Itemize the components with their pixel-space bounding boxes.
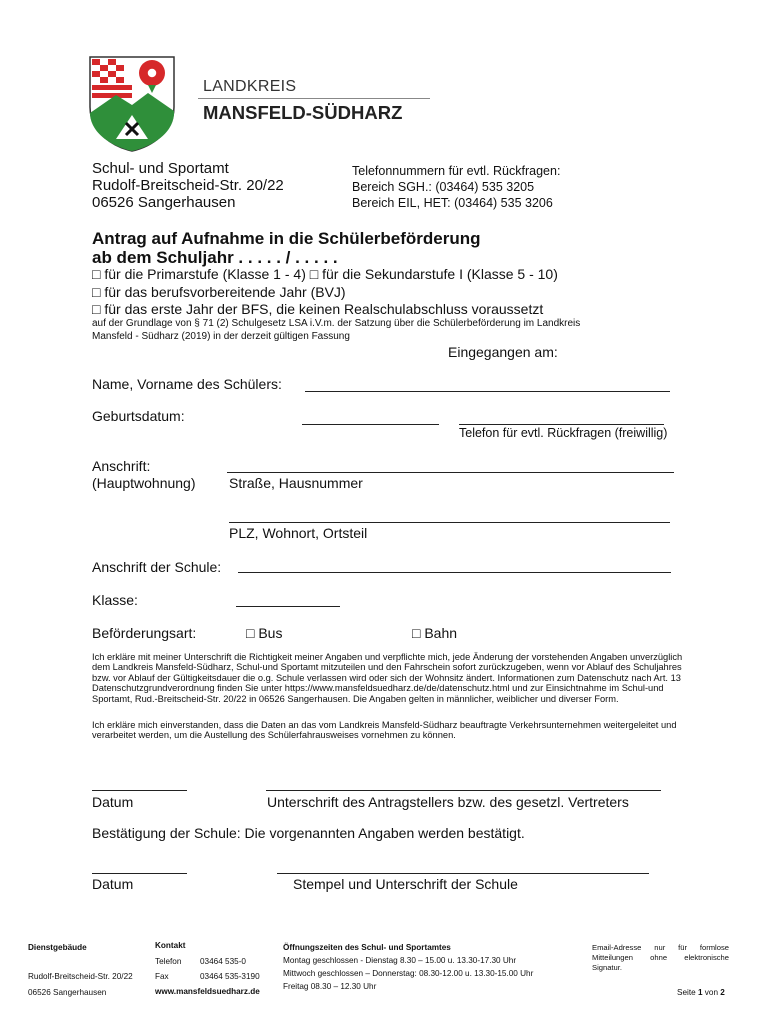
footer-phone-label: Telefon [155, 957, 182, 966]
page-total: 2 [720, 988, 725, 997]
school-address-label: Anschrift der Schule: [92, 559, 222, 575]
landkreis-label: LANDKREIS [203, 78, 297, 95]
plz-field[interactable] [229, 522, 670, 523]
class-field[interactable] [236, 606, 340, 607]
page-current: 1 [697, 988, 703, 997]
class-label: Klasse: [92, 592, 138, 608]
office-city: 06526 Sangerhausen [92, 194, 236, 211]
page-number [677, 988, 725, 997]
footer-hours-2: Mittwoch geschlossen – Donnerstag: 08.30-12.00 u. 13.30-15.00 Uhr [283, 969, 534, 978]
address-sublabel: (Hauptwohnung) [92, 475, 196, 491]
transport-bus-checkbox[interactable]: □ Bus [246, 625, 283, 641]
phone-sgh: Bereich SGH.: (03464) 535 3205 [352, 180, 535, 194]
street-field[interactable] [227, 472, 674, 473]
option-bfs[interactable]: □ für das erste Jahr der BFS, die keinen Realschulabschluss voraussetzt [92, 301, 544, 317]
applicant-signature-caption: Unterschrift des Antragstellers bzw. des gesetzl. Vertreters [267, 794, 629, 810]
student-name-field[interactable] [305, 391, 670, 392]
footer-hours-3: Freitag 08.30 – 12.30 Uhr [283, 982, 377, 991]
footer-hours-title: Öffnungszeiten des Schul- und Sportamtes [283, 943, 451, 952]
street-caption: Straße, Hausnummer [229, 475, 363, 491]
school-year-line: ab dem Schuljahr . . . . . / . . . . . [92, 248, 338, 267]
date-field-1[interactable] [92, 790, 187, 791]
footer-building-city: 06526 Sangerhausen [28, 988, 107, 997]
school-confirmation: Bestätigung der Schule: Die vorgenannten Angaben werden bestätigt. [92, 825, 525, 841]
footer-fax-value: 03464 535-3190 [200, 972, 260, 981]
phone-field[interactable] [459, 424, 664, 425]
birthdate-field[interactable] [302, 424, 439, 425]
declaration-paragraph-2: Ich erkläre mich einverstanden, dass die Daten an das vom Landkreis Mansfeld-Südharz beauftragte Verkehrsunternehmen weitergeleitet und verarbeitet werden, um die Austellung des Schülerfahrausweises vornehmen zu können. [92, 720, 677, 741]
footer-contact-title: Kontakt [155, 941, 186, 950]
footer-website-link[interactable]: www.mansfeldsuedharz.de [155, 987, 260, 996]
transport-label: Beförderungsart: [92, 625, 197, 641]
office-street: Rudolf-Breitscheid-Str. 20/22 [92, 177, 284, 194]
form-title: Antrag auf Aufnahme in die Schülerbeförderung [92, 229, 481, 248]
footer-email-note: Email-Adresse nur für formlose Mitteilungen ohne elektronische Signatur. [592, 943, 729, 972]
option-primary-secondary[interactable]: □ für die Primarstufe (Klasse 1 - 4) □ für die Sekundarstufe I (Klasse 5 - 10) [92, 266, 558, 282]
page-prefix: Seite [677, 988, 696, 997]
footer-building-street: Rudolf-Breitscheid-Str. 20/22 [28, 972, 133, 981]
applicant-signature-field[interactable] [266, 790, 661, 791]
office-name: Schul- und Sportamt [92, 160, 229, 177]
legal-basis-line2: Mansfeld - Südharz (2019) in der derzeit gültigen Fassung [92, 331, 350, 342]
received-label: Eingegangen am: [448, 344, 558, 360]
date-caption-2: Datum [92, 876, 134, 892]
footer-building-title: Dienstgebäude [28, 943, 87, 952]
school-address-field[interactable] [238, 572, 671, 573]
phone-eil: Bereich EIL, HET: (03464) 535 3206 [352, 196, 553, 210]
footer-hours-1: Montag geschlossen - Dienstag 8.30 – 15.00 u. 13.30-17.30 Uhr [283, 956, 517, 965]
declaration-paragraph-1: Ich erkläre mit meiner Unterschrift die Richtigkeit meiner Angaben und verpflichte mich, jede Änderung der vorstehenden Angaben unverzüglich dem Landkreis Mansfeld-Südharz, Schul-und Sportamt mitzuteilen und den Fahrschein sofort zurückzugeben, wenn vor Ablauf des Schuljahres bzw. vor Ablauf der Gültigkeitsdauer die o.g. Schule verlassen wird oder sich der Wohnsitz ändert. Informationen zum Datenschutz nach Art. 13 Datenschutzgrundverordnung finden Sie unter https://www.mansfeldsuedharz.de/de/datenschutz.html und zur Einsichtnahme im Schul-und Sportamt, Rud.-Breitscheid-Str. 20/22 in 06526 Sangerhausen. Die Angaben gelten in männlicher, weiblicher und diverser Form. [92, 652, 683, 704]
legal-basis-line1: auf der Grundlage von § 71 (2) Schulgesetz LSA i.V.m. der Satzung über die Schülerbeförderung im Landkreis [92, 318, 581, 329]
phone-intro: Telefonnummern für evtl. Rückfragen: [352, 164, 561, 178]
date-caption-1: Datum [92, 794, 134, 810]
header-divider [198, 98, 430, 99]
transport-train-checkbox[interactable]: □ Bahn [412, 625, 458, 641]
school-stamp-caption: Stempel und Unterschrift der Schule [293, 876, 518, 892]
school-stamp-field[interactable] [277, 873, 649, 874]
option-bvj[interactable]: □ für das berufsvorbereitende Jahr (BVJ) [92, 284, 346, 300]
phone-field-caption: Telefon für evtl. Rückfragen (freiwillig) [459, 426, 668, 440]
student-name-label: Name, Vorname des Schülers: [92, 376, 282, 392]
footer-phone-value: 03464 535-0 [200, 957, 246, 966]
plz-caption: PLZ, Wohnort, Ortsteil [229, 525, 368, 541]
coat-of-arms [88, 55, 176, 153]
footer-fax-label: Fax [155, 972, 169, 981]
date-field-2[interactable] [92, 873, 187, 874]
birthdate-label: Geburtsdatum: [92, 408, 185, 424]
address-label: Anschrift: [92, 458, 151, 474]
district-name: MANSFELD-SÜDHARZ [203, 102, 403, 123]
page-of: von [704, 988, 718, 997]
